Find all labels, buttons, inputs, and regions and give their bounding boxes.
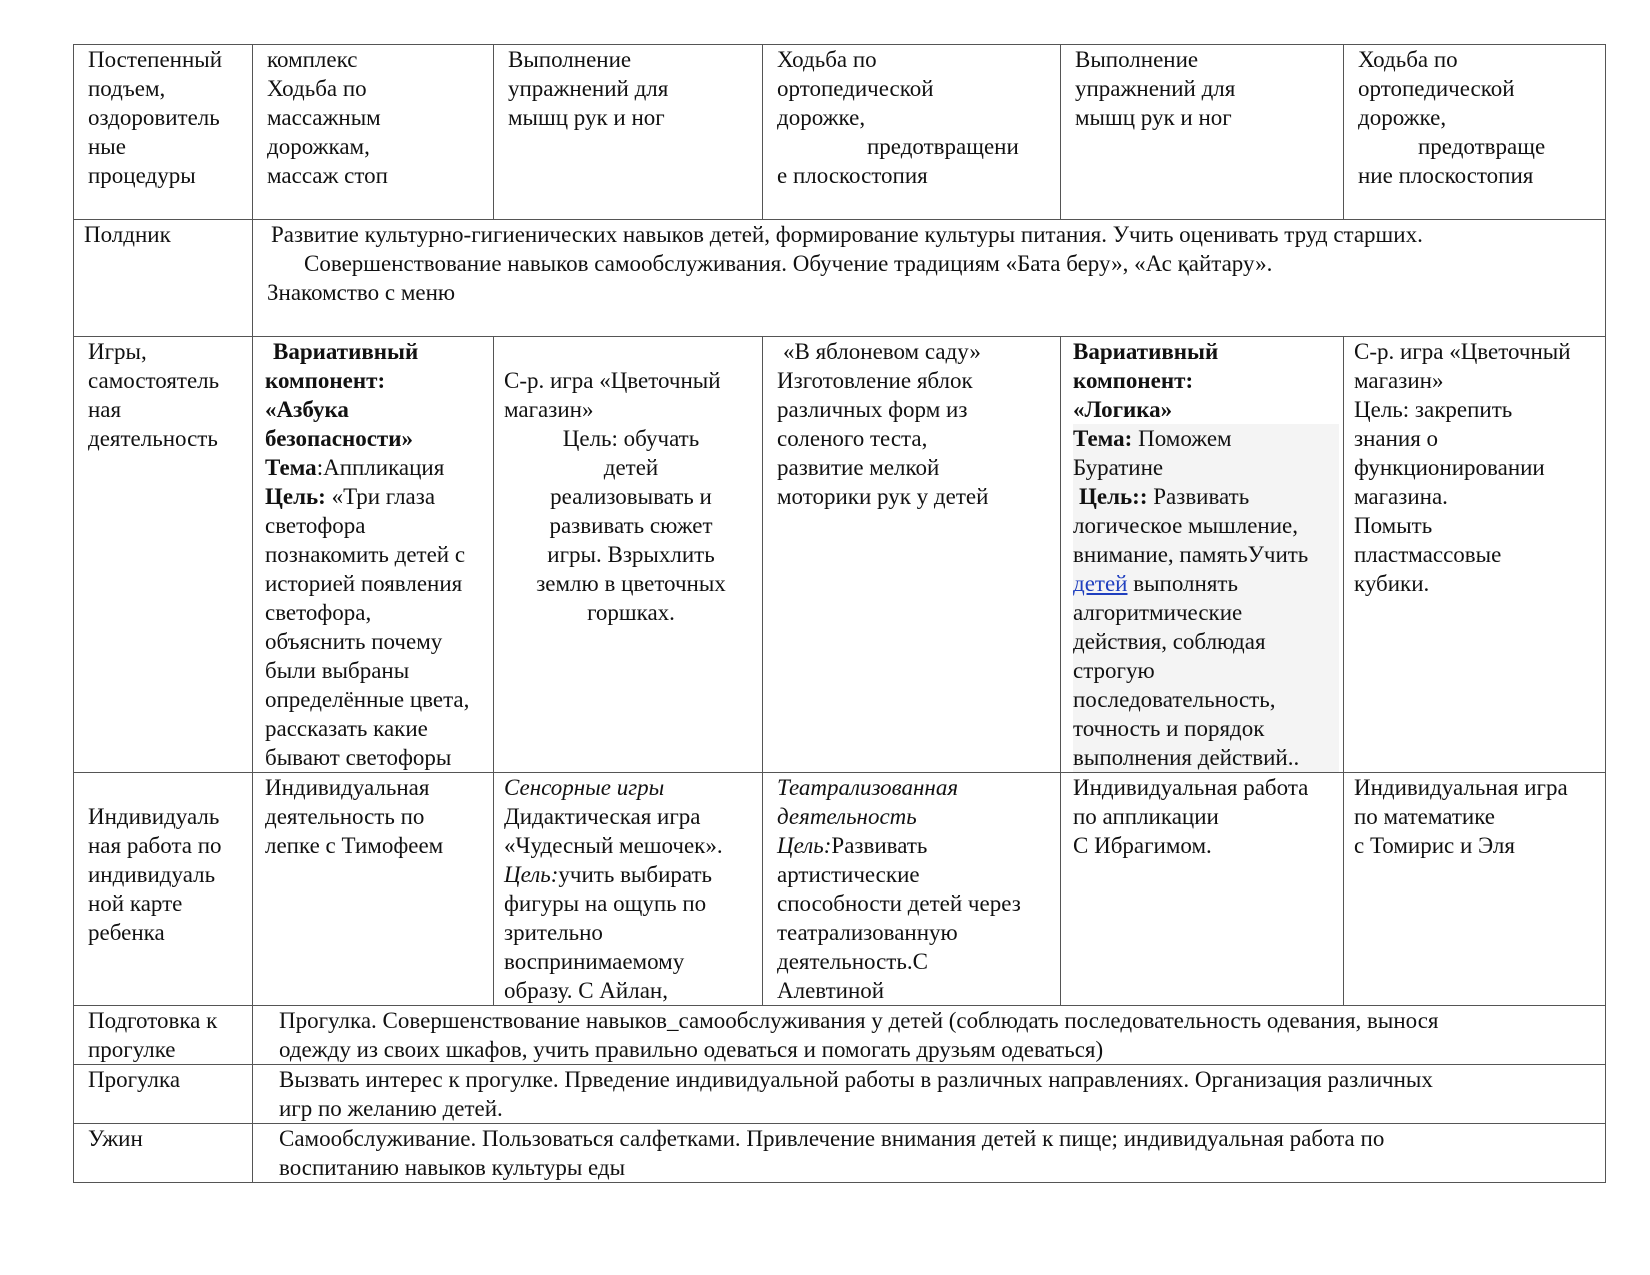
row-label-individual: Индивидуаль ная работа по индивидуаль ной карте ребенка	[74, 773, 253, 1006]
table-row-prep	[74, 1006, 1606, 1065]
document-page	[73, 44, 1605, 1183]
individual-cell-1: Индивидуальная деятельность по лепке с Тимофеем	[253, 773, 494, 1006]
games-cell-2: С-р. игра «Цветочный магазин» Цель: обучать детей реализовывать и развивать сюжет игры. Взрыхлить землю в цветочных горшках.	[494, 337, 763, 773]
rise-cell-1: комплекс Ходьба по массажным дорожкам, массаж стоп	[253, 45, 494, 220]
individual-cell-2: Сенсорные игры Дидактическая игра «Чудесный мешочек». Цель:учить выбирать фигуры на ощупь по зрительно воспринимаемому образу. С Айлан,	[494, 773, 763, 1006]
row-label-prep: Подготовка к прогулке	[74, 1006, 253, 1065]
individual-cell-3: Театрализованная деятельность Цель:Развивать артистические способности детей через театрализованную деятельность.С Алевтиной	[763, 773, 1061, 1006]
table-row-snack	[74, 220, 1606, 337]
dinner-text: Самообслуживание. Пользоваться салфетками. Привлечение внимания детей к пище; индивидуальная работа по воспитанию навыков культуры еды	[253, 1124, 1606, 1183]
individual-cell-4: Индивидуальная работа по аппликации С Ибрагимом.	[1061, 773, 1344, 1006]
rise-cell-4: Выполнение упражнений для мышц рук и ног	[1061, 45, 1344, 220]
games-cell-1: Вариативный компонент: «Азбука безопасности» Тема:Аппликация Цель: «Три глаза светофора познакомить детей с историей появления светофора, объяснить почему были выбраны определённые цвета, рассказать какие бывают светофоры	[253, 337, 494, 773]
children-link[interactable]: детей	[1073, 571, 1128, 596]
snack-text: Развитие культурно-гигиенических навыков детей, формирование культуры питания. Учить оценивать труд старших. Совершенствование навыков самообслуживания. Обучение традициям «Бата беру», «Ас қайтару». Знакомство с меню	[253, 220, 1606, 337]
logic-goal-block: Тема: Поможем Буратине Цель:: Развивать логическое мышление, внимание, памятьУчить детей выполнять алгоритмические действия, соблюдая строгую последовательность, точность и порядок выполнения действий..	[1073, 424, 1339, 772]
table-row-games	[74, 337, 1606, 773]
daily-plan-table	[73, 44, 1606, 1183]
games-cell-5: С-р. игра «Цветочный магазин» Цель: закрепить знания о функционировании магазина. Помыть пластмассовые кубики.	[1344, 337, 1606, 773]
row-label-games: Игры, самостоятель ная деятельность	[74, 337, 253, 773]
row-label-walk: Прогулка	[74, 1065, 253, 1124]
rise-cell-2: Выполнение упражнений для мышц рук и ног	[494, 45, 763, 220]
individual-cell-5: Индивидуальная игра по математике с Томирис и Эля	[1344, 773, 1606, 1006]
table-row-rise	[74, 45, 1606, 220]
rise-cell-3: Ходьба по ортопедической дорожке, предотвращени е плоскостопия	[763, 45, 1061, 220]
table-row-walk	[74, 1065, 1606, 1124]
rise-cell-5: Ходьба по ортопедической дорожке, предотвраще ние плоскостопия	[1344, 45, 1606, 220]
row-label-snack: Полдник	[74, 220, 253, 337]
games-cell-4: Вариативный компонент: «Логика» Тема: Поможем Буратине Цель:: Развивать логическое мышление, внимание, памятьУчить детей выполнять алгоритмические действия, соблюдая строгую последовательность, точность и порядок выполнения действий..	[1061, 337, 1344, 773]
table-row-individual	[74, 773, 1606, 1006]
prep-text: Прогулка. Совершенствование навыков_самообслуживания у детей (соблюдать последовательность одевания, вынося одежду из своих шкафов, учить правильно одеваться и помогать друзьям одеваться)	[253, 1006, 1606, 1065]
row-label-rise: Постепенный подъем, оздоровитель ные процедуры	[74, 45, 253, 220]
games-cell-3: «В яблоневом саду» Изготовление яблок различных форм из соленого теста, развитие мелкой моторики рук у детей	[763, 337, 1061, 773]
walk-text: Вызвать интерес к прогулке. Прведение индивидуальной работы в различных направлениях. Организация различных игр по желанию детей.	[253, 1065, 1606, 1124]
row-label-dinner: Ужин	[74, 1124, 253, 1183]
table-row-dinner	[74, 1124, 1606, 1183]
